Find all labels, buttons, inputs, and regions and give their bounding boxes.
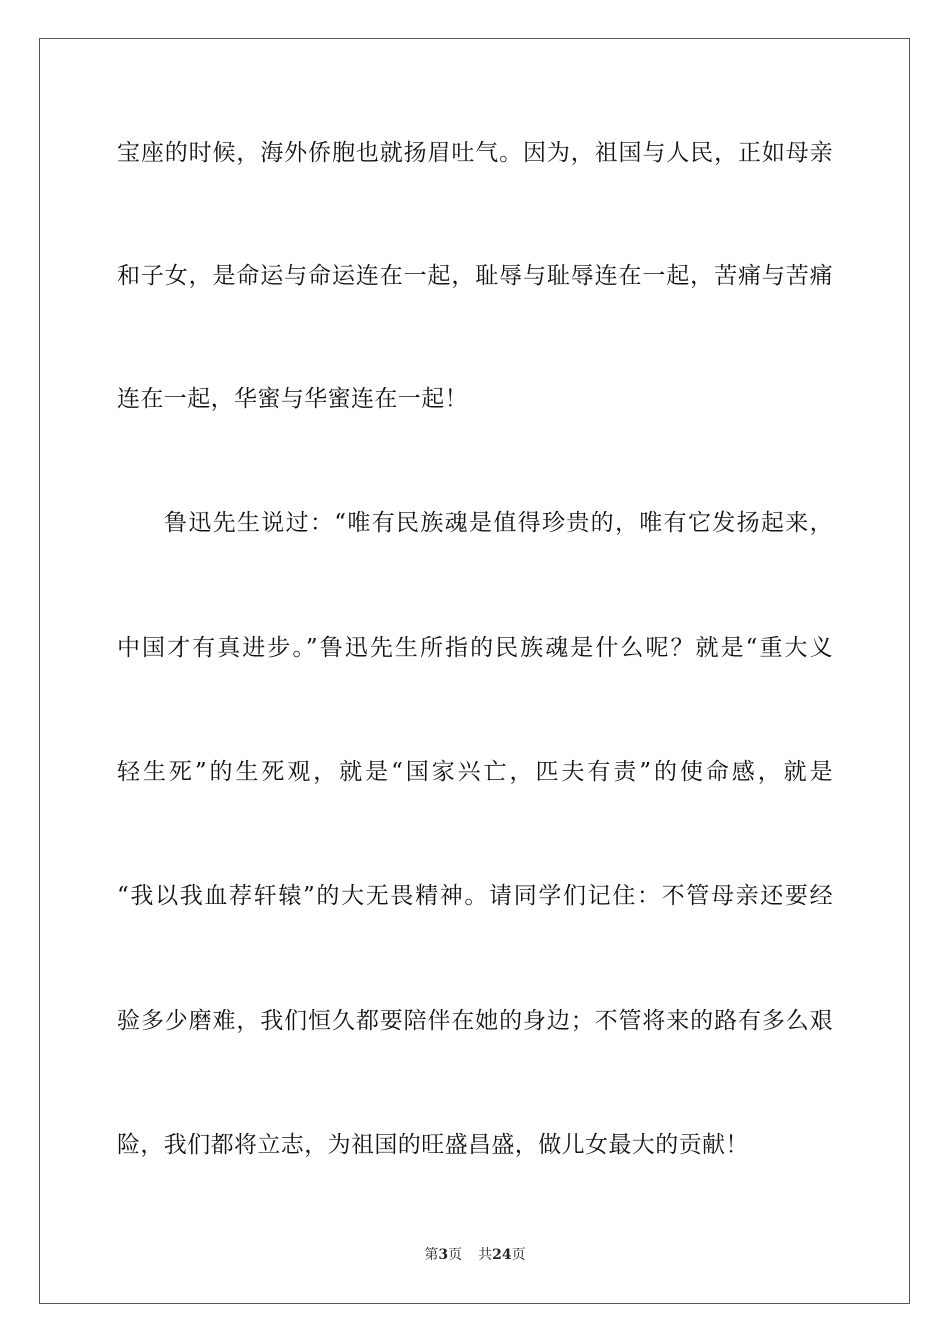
- page-border: [39, 38, 910, 1304]
- page-number: 3: [438, 1247, 449, 1263]
- total-pages: 24: [492, 1247, 512, 1263]
- body-text-line: 轻生死”的生死观，就是“国家兴亡，匹夫有责”的使命感，就是: [117, 759, 833, 785]
- body-text-line: 和子女，是命运与命运连在一起，耻辱与耻辱连在一起，苦痛与苦痛: [117, 263, 833, 289]
- page-suffix: 页: [448, 1247, 463, 1263]
- page-prefix: 第: [424, 1247, 439, 1263]
- body-text-line: 宝座的时候，海外侨胞也就扬眉吐气。因为，祖国与人民，正如母亲: [117, 140, 833, 166]
- body-text-line: “我以我血荐轩辕”的大无畏精神。请同学们记住：不管母亲还要经: [117, 883, 833, 909]
- body-text-line: 验多少磨难，我们恒久都要陪伴在她的身边；不管将来的路有多么艰: [117, 1008, 833, 1034]
- page-footer: [0, 1246, 950, 1264]
- paragraph-first-line: 鲁迅先生说过：“唯有民族魂是值得珍贵的，唯有它发扬起来，: [164, 510, 833, 536]
- body-text-line: 连在一起，华蜜与华蜜连在一起！: [117, 386, 468, 412]
- total-prefix: 共: [478, 1247, 493, 1263]
- body-text-line: 险，我们都将立志，为祖国的旺盛昌盛，做儿女最大的贡献！: [117, 1132, 749, 1158]
- total-suffix: 页: [511, 1247, 526, 1263]
- body-text-line: 中国才有真进步。”鲁迅先生所指的民族魂是什么呢？就是“重大义: [117, 635, 833, 661]
